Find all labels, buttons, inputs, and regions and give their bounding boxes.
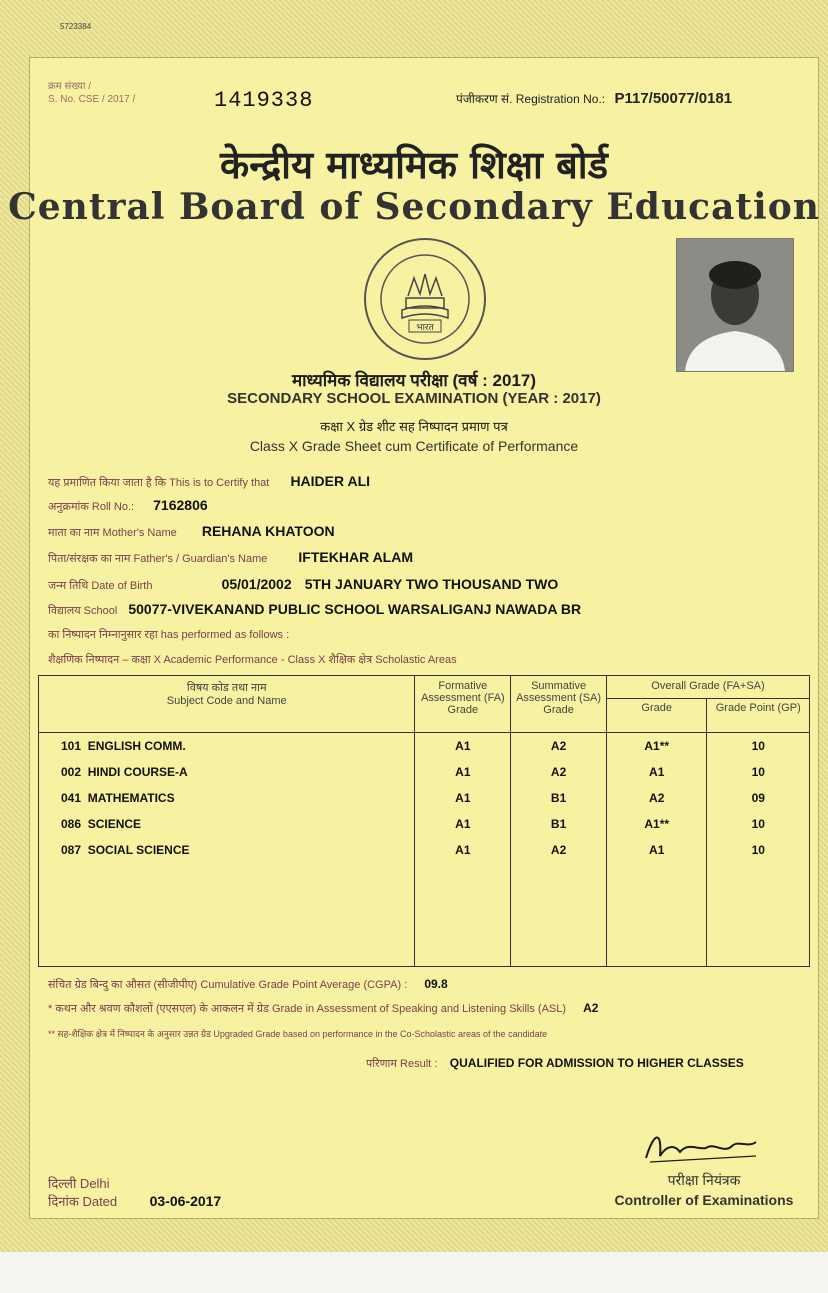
place-label: दिल्ली Delhi <box>48 1176 110 1191</box>
table-row <box>39 837 810 863</box>
sa-grade: B1 <box>511 785 607 811</box>
exam-title-english: SECONDARY SCHOOL EXAMINATION (YEAR : 2017) <box>227 390 601 407</box>
sa-grade: B1 <box>511 811 607 837</box>
mother-name: REHANA KHATOON <box>201 523 335 539</box>
subject-name: ENGLISH COMM. <box>87 739 186 753</box>
school-label: विद्यालय School <box>48 605 118 617</box>
grade-point: 10 <box>707 837 810 863</box>
table-row <box>39 785 810 811</box>
sa-header: Summative Assessment (SA) Grade <box>511 676 607 733</box>
cbse-seal-icon <box>362 236 488 362</box>
student-name: HAIDER ALI <box>290 473 371 489</box>
asl-label: * कथन और श्रवण कौशलों (एएसएल) के आकलन में ग्रेड Grade in Assessment of Speaking and Listening Skills (ASL) <box>48 1003 567 1015</box>
grade-header: Grade <box>606 699 707 733</box>
reference-label <box>48 80 135 106</box>
board-name-hindi: केन्द्रीय माध्यमिक शिक्षा बोर्ड <box>220 143 608 187</box>
father-label: पिता/संरक्षक का नाम Father's / Guardian's Name <box>48 553 268 565</box>
subject-name: MATHEMATICS <box>87 791 175 805</box>
controller-english: Controller of Examinations <box>614 1192 794 1208</box>
result-row <box>366 1054 744 1072</box>
date-value: 03-06-2017 <box>149 1193 222 1209</box>
registration <box>456 90 732 107</box>
serial-number: 5723384 <box>60 22 92 31</box>
grade-point: 10 <box>707 733 810 760</box>
grade-point: 10 <box>707 811 810 837</box>
fa-grade: A1 <box>415 811 511 837</box>
asl-grade: A2 <box>583 1001 599 1015</box>
fa-header: Formative Assessment (FA) Grade <box>415 676 511 733</box>
father-name: IFTEKHAR ALAM <box>298 549 413 565</box>
board-name-english: Central Board of Secondary Education <box>8 186 820 228</box>
subject-code: 087 <box>61 843 82 857</box>
fa-grade: A1 <box>415 785 511 811</box>
fa-grade: A1 <box>415 759 511 785</box>
school-row <box>48 601 581 618</box>
mother-row <box>48 523 335 540</box>
overall-grade: A1 <box>606 759 707 785</box>
certify-label: यह प्रमाणित किया जाता है कि This is to Certify that <box>48 477 270 489</box>
cgpa-value: 09.8 <box>424 977 448 991</box>
subject-code: 101 <box>61 739 82 753</box>
registration-value: P117/50077/0181 <box>614 90 733 107</box>
signature-icon <box>640 1128 760 1168</box>
subject-code: 086 <box>61 817 82 831</box>
gp-header: Grade Point (GP) <box>707 699 810 733</box>
subject-code: 002 <box>61 765 82 779</box>
cgpa-label: संचित ग्रेड बिन्दु का औसत (सीजीपीए) Cumulative Grade Point Average (CGPA) : <box>48 979 408 991</box>
controller-hindi: परीक्षा नियंत्रक <box>667 1172 741 1188</box>
subject-name: SCIENCE <box>87 817 142 831</box>
dob-words: 5TH JANUARY TWO THOUSAND TWO <box>304 576 559 592</box>
upgrade-note: ** सह-शैक्षिक क्षेत्र में निष्पादन के अनुसार उन्नत ग्रेड Upgraded Grade based on performance in the Co-Scholastic areas of the candidate <box>48 1029 548 1039</box>
subject-header <box>39 676 415 733</box>
table-filler-row <box>39 863 810 967</box>
dated-row <box>48 1192 221 1211</box>
roll-number: 7162806 <box>153 497 208 513</box>
dob-label: जन्म तिथि Date of Birth <box>48 580 153 592</box>
student-photo <box>676 238 794 372</box>
table-row <box>39 811 810 837</box>
fa-grade: A1 <box>415 733 511 760</box>
reference-number: 1419338 <box>214 88 314 113</box>
roll-label: अनुक्रमांक Roll No.: <box>48 501 135 513</box>
grade-point: 10 <box>707 759 810 785</box>
subject-header-hi: विषय कोड तथा नाम <box>186 682 267 694</box>
certificate-subtitle-english: Class X Grade Sheet cum Certificate of Performance <box>249 438 579 454</box>
result-label: परिणाम Result : <box>366 1058 438 1070</box>
registration-label: पंजीकरण सं. Registration No.: <box>456 92 606 106</box>
school-name: 50077-VIVEKANAND PUBLIC SCHOOL WARSALIGANJ NAWADA BR <box>128 601 582 617</box>
grade-point: 09 <box>707 785 810 811</box>
result-value: QUALIFIED FOR ADMISSION TO HIGHER CLASSES <box>449 1056 744 1070</box>
table-row <box>39 733 810 760</box>
reference-label-hi: क्रम संख्या / <box>48 81 91 92</box>
certify-row <box>48 473 370 490</box>
subject-name: HINDI COURSE-A <box>87 765 188 779</box>
cgpa-row <box>48 977 448 992</box>
mother-label: माता का नाम Mother's Name <box>48 527 177 539</box>
table-row <box>39 759 810 785</box>
dob-row <box>48 576 558 593</box>
reference-label-en: S. No. CSE / 2017 / <box>48 94 136 105</box>
exam-title-hindi: माध्यमिक विद्यालय परीक्षा (वर्ष : 2017) <box>291 371 537 390</box>
subject-name: SOCIAL SCIENCE <box>87 843 190 857</box>
overall-grade: A1 <box>606 837 707 863</box>
asl-row <box>48 1001 598 1016</box>
sa-grade: A2 <box>511 837 607 863</box>
overall-grade: A2 <box>606 785 707 811</box>
subject-code: 041 <box>61 791 82 805</box>
grades-table <box>38 675 810 967</box>
certificate-subtitle-hindi: कक्षा X ग्रेड शीट सह निष्पादन प्रमाण पत्र <box>320 419 508 434</box>
overall-grade: A1** <box>606 811 707 837</box>
overall-grade: A1** <box>606 733 707 760</box>
seal-text-bottom: भारत <box>416 323 434 333</box>
dated-label: दिनांक Dated <box>48 1194 118 1209</box>
roll-row <box>48 497 208 514</box>
sa-grade: A2 <box>511 733 607 760</box>
student-photo-icon <box>677 239 793 371</box>
subject-header-en: Subject Code and Name <box>166 695 287 707</box>
academic-label: शैक्षणिक निष्पादन – कक्षा X Academic Performance - Class X शैक्षिक क्षेत्र Scholastic Areas <box>48 654 457 666</box>
sa-grade: A2 <box>511 759 607 785</box>
fa-grade: A1 <box>415 837 511 863</box>
performed-label: का निष्पादन निम्नानुसार रहा has performed as follows : <box>48 629 290 641</box>
dob-value: 05/01/2002 <box>221 576 292 592</box>
father-row <box>48 549 413 566</box>
overall-header: Overall Grade (FA+SA) <box>606 676 809 699</box>
